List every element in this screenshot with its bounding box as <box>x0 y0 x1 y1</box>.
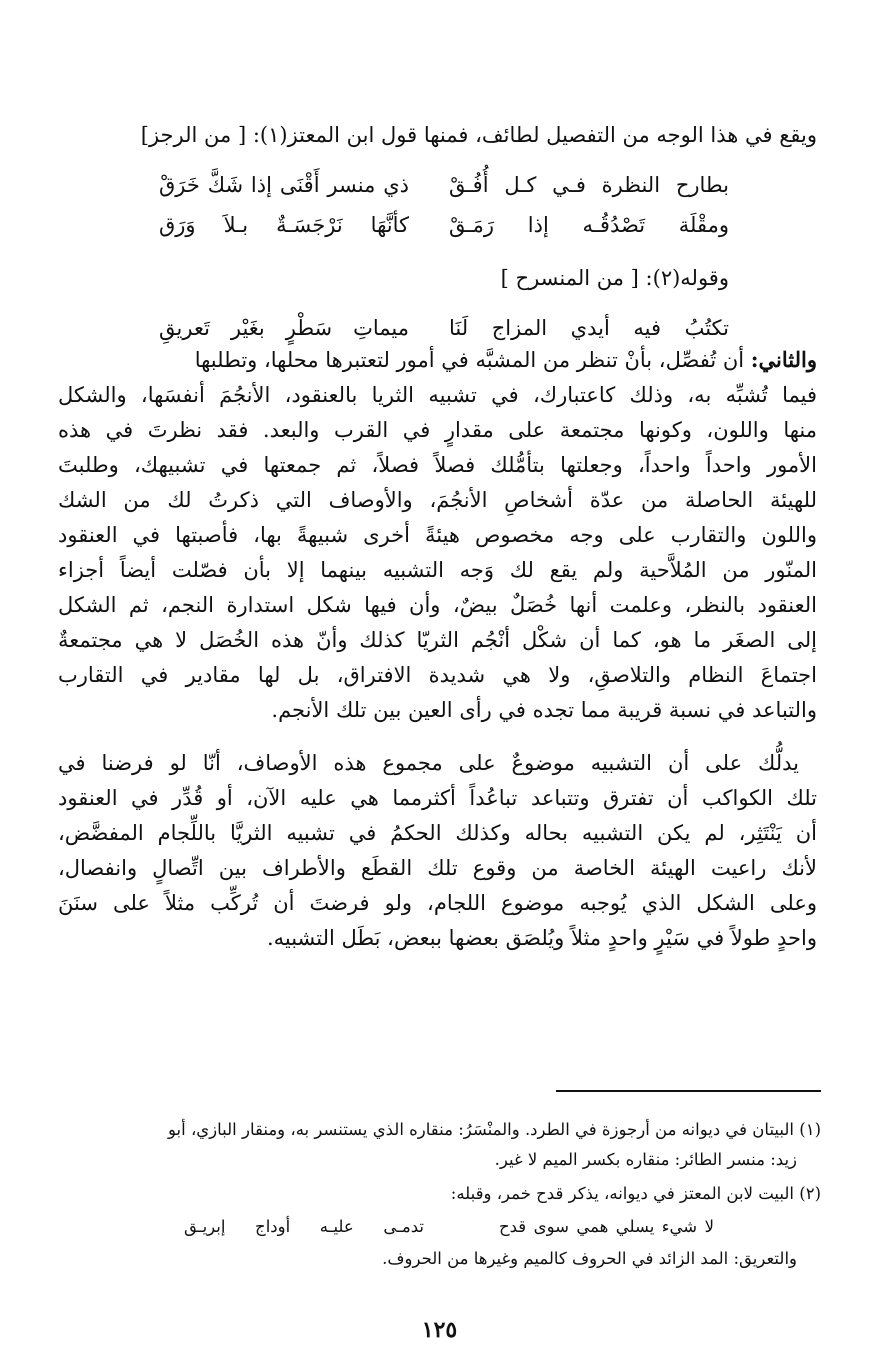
paragraph1-line6: واللون والتقارب على وجه مخصوص هيئةً أخرى شبيهةً بها، فأصبتها في العنقود <box>58 523 817 547</box>
poem1-verse2-hemistich2: كأنَّهَا نَرْجَسَـةٌ بـلاَ وَرَق <box>159 213 409 237</box>
paragraph1-line10: اجتماعَ النظام والتلاصقِ، ولا هي شديدة الافتراق، بل لها مقادير في التقارب <box>58 663 817 687</box>
paragraph2-line6: واحدٍ طولاً في سَيْرٍ واحدٍ مثلاً ويُلصَق بعضها ببعض، بَطَل التشبيه. <box>266 926 817 950</box>
paragraph1-line5: للهيئة الحاصلة من عدّة أشخاصِ الأنجُمَ، والأوصاف التي ذكرتُ لك من الشك <box>58 488 817 512</box>
paragraph2-line3: أن يَنْتَثِر، لم يكن التشبيه بحاله وكذلك الحكمُ في تشبيه الثريَّا باللِّجام المفضَّض، <box>58 821 817 845</box>
paragraph1-line7: المنّور من المُلاَّحية ولم يقع لك وَجه التشبيه بينهما إلا بأن فصّلت أيضاً أجزاء <box>58 558 817 582</box>
footnote2-note: والتعريق: المد الزائد في الحروف كالميم وغيرها من الحروف. <box>382 1249 797 1268</box>
poem1-verse1-hemistich1: بطارح النظرة فـي كـل أُفُـقْ <box>449 173 729 197</box>
paragraph2-line5: وعلى الشكل الذي يُوجبه موضوع اللجام، ولو فرضتَ أن تُركِّب مثلاً على سنَنَ <box>58 891 817 915</box>
paragraph2-line1: يدلُّك على أن التشبيه موضوعٌ على مجموع هذه الأوصاف، أنّا لو فرضنا في <box>58 751 799 775</box>
paragraph1-line2: فيما تُشبِّه به، وذلك كاعتبارك، في تشبيه الثريا بالعنقود، الأنجُمَ أنفسَها، والشكل <box>58 383 817 407</box>
footnote2-verse-hemistich2: تدمـى عليـه أوداج إبريـق <box>184 1217 424 1236</box>
paragraph1-line1 <box>58 345 817 375</box>
paragraph2-line2: تلك الكواكب أن تفترق وتتباعد تباعُداً أكثرمما هي عليه الآن، أو قُدِّر في العنقود <box>58 786 817 810</box>
paragraph1-line8: العنقود بالنظر، وعلمت أنها خُصَلٌ بيضٌ، وأن فيها شكل استدارة النجم، ثم الشكل <box>58 593 817 617</box>
page-number: ١٢٥ <box>421 1317 458 1343</box>
footnote2-intro: (٢) البيت لابن المعتز في ديوانه، يذكر قدح خمر، وقبله: <box>450 1184 821 1203</box>
footnote1-line2: زيد: منسر الطائر: منقاره بكسر الميم لا غير. <box>494 1150 797 1169</box>
poem1-verse1-hemistich2: ذي منسر أَقْنَى إذا شَكَّ خَرَقْ <box>159 173 409 197</box>
paragraph1-line1-text: أن تُفصِّل، بأنْ تنظر من المشبَّه في أمور لتعتبرها محلها، وتطلبها <box>194 348 745 372</box>
paragraph1-line9: إلى الصغَر ما هو، كما أن شكْل أنْجُم الثريّا كذلك وأنّ هذه الخُصَل لا هي مجتمعةٌ <box>58 628 817 652</box>
paragraph1-line3: منها واللون، وكونها مجتمعة على مقدارٍ في القرب والبعد. فقد نظرتَ في هذه <box>58 418 817 442</box>
intro-line: ويقع في هذا الوجه من التفصيل لطائف، فمنها قول ابن المعتز(١): [ من الرجز] <box>140 123 817 147</box>
paragraph1-line11: والتباعد في نسبة قريبة مما تجده في رأى العين بين تلك الأنجم. <box>271 698 817 722</box>
footnote2-verse-hemistich1: لا شيء يسلي همي سوى قدح <box>499 1217 714 1236</box>
poem1-verse2-hemistich1: ومقْلَة تَصْدُقُـه إذا رَمَـقْ <box>449 213 729 237</box>
paragraph1-line4: الأمور واحداً واحداً، وجعلتها بتأمُّلك فصلاً فصلاً، ثم جمعتها في تشبيهك، وطلبتَ <box>58 453 817 477</box>
footnote1-line1: (١) البيتان في ديوانه من أرجوزة في الطرد. والمنْسَرُ: منقاره الذي يستنسر به، ومنقار البازي، أبو <box>168 1120 821 1139</box>
poem2-hemistich1: تكتُبُ فيه أيدي المزاج لَنَا <box>449 316 729 340</box>
footnote-separator <box>556 1090 821 1092</box>
paragraph2-line4: لأنك راعيت الهيئة الخاصة من وقوع تلك القطَع والأطراف بين اتِّصالٍ وانفصال، <box>58 856 817 880</box>
paragraph1-lead: والثاني: <box>750 347 817 372</box>
poem2-hemistich2: ميماتِ سَطْرٍ بغَيْر تَعريقِ <box>159 316 409 340</box>
intro2-line: وقوله(٢): [ من المنسرح ] <box>500 266 729 290</box>
